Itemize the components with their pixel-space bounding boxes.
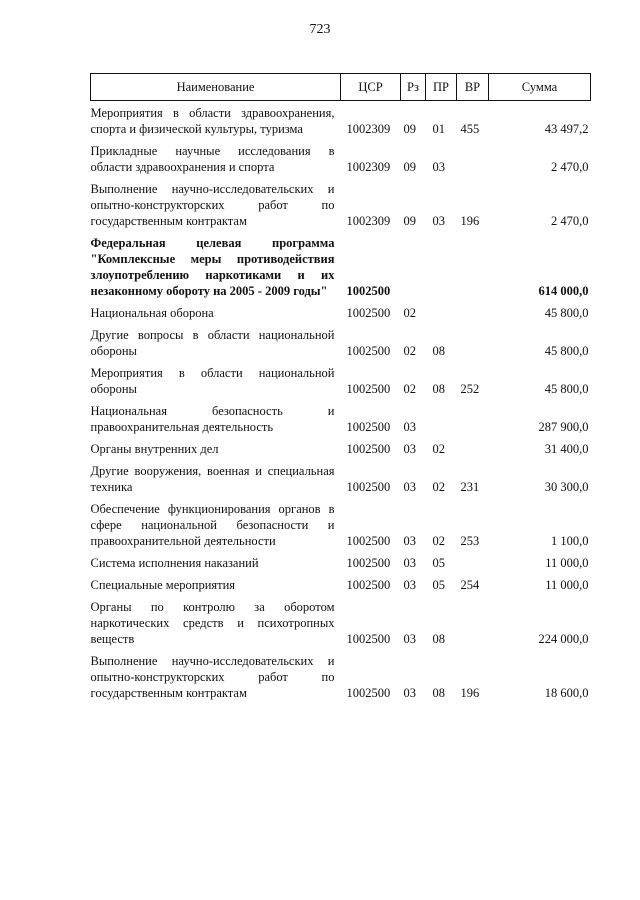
- cell-sum: 224 000,0: [538, 632, 589, 646]
- cell-pr: 08: [432, 686, 445, 700]
- cell-csr: 1002500: [346, 480, 391, 494]
- table-row: [91, 435, 591, 457]
- table-row: [91, 647, 591, 701]
- cell-vr: [457, 435, 489, 457]
- table-row: [91, 321, 591, 359]
- header-csr: ЦСР: [341, 74, 401, 101]
- table-row: [91, 495, 591, 549]
- cell-vr: 231: [460, 480, 480, 494]
- cell-vr: 455: [460, 122, 480, 136]
- table-row: [91, 229, 591, 299]
- cell-name: Система исполнения наказаний: [90, 556, 259, 570]
- cell-rz: 02: [403, 306, 416, 320]
- cell-csr: 1002500: [346, 284, 391, 298]
- cell-pr: 05: [432, 578, 445, 592]
- cell-pr: 08: [432, 382, 445, 396]
- cell-csr: 1002500: [346, 686, 391, 700]
- table-row: [91, 549, 591, 571]
- cell-rz: 03: [403, 442, 416, 456]
- cell-pr: 03: [432, 160, 445, 174]
- cell-sum: 11 000,0: [545, 578, 589, 592]
- cell-vr: [457, 593, 489, 647]
- cell-sum: 30 300,0: [544, 480, 589, 494]
- cell-rz: 03: [403, 420, 416, 434]
- cell-pr: [426, 397, 457, 435]
- cell-sum: 11 000,0: [545, 556, 589, 570]
- cell-rz: 09: [403, 160, 416, 174]
- cell-pr: [426, 299, 457, 321]
- cell-name: Другие вооружения, военная и специальная техника: [90, 464, 335, 494]
- cell-vr: 252: [460, 382, 480, 396]
- cell-sum: 18 600,0: [544, 686, 589, 700]
- cell-vr: 253: [460, 534, 480, 548]
- header-sum: Сумма: [489, 74, 591, 101]
- cell-name: Органы внутренних дел: [90, 442, 219, 456]
- table-row: [91, 175, 591, 229]
- table-row: [91, 593, 591, 647]
- header-name: Наименование: [91, 74, 341, 101]
- table-body: [91, 101, 591, 702]
- table-row: [91, 571, 591, 593]
- cell-csr: 1002309: [346, 122, 391, 136]
- cell-csr: 1002500: [346, 306, 391, 320]
- cell-pr: 01: [432, 122, 445, 136]
- table-row: [91, 457, 591, 495]
- cell-csr: 1002500: [346, 632, 391, 646]
- cell-rz: 03: [403, 556, 416, 570]
- cell-pr: 08: [432, 344, 445, 358]
- cell-vr: [457, 321, 489, 359]
- cell-sum: 614 000,0: [538, 284, 589, 298]
- cell-rz: 03: [403, 632, 416, 646]
- cell-csr: 1002500: [346, 442, 391, 456]
- cell-rz: 03: [403, 686, 416, 700]
- cell-csr: 1002500: [346, 534, 391, 548]
- cell-sum: 45 800,0: [544, 382, 589, 396]
- cell-csr: 1002500: [346, 382, 391, 396]
- cell-sum: 2 470,0: [551, 160, 589, 174]
- table-row: [91, 137, 591, 175]
- table-header-row: [91, 74, 591, 101]
- cell-csr: 1002500: [346, 420, 391, 434]
- cell-csr: 1002309: [346, 160, 391, 174]
- cell-name: Обеспечение функционирования органов в сфере национальной безопасности и правоохранительной деятельности: [90, 502, 335, 548]
- cell-pr: 02: [432, 480, 445, 494]
- table-row: [91, 359, 591, 397]
- table-row: [91, 101, 591, 138]
- cell-sum: 45 800,0: [544, 344, 589, 358]
- cell-sum: 1 100,0: [551, 534, 589, 548]
- cell-pr: 03: [432, 214, 445, 228]
- cell-rz: 03: [403, 578, 416, 592]
- header-pr: ПР: [426, 74, 457, 101]
- cell-name: Национальная оборона: [90, 306, 214, 320]
- cell-csr: 1002500: [346, 556, 391, 570]
- cell-rz: 02: [403, 344, 416, 358]
- cell-sum: 31 400,0: [544, 442, 589, 456]
- cell-rz: 02: [403, 382, 416, 396]
- cell-name: Выполнение научно-исследовательских и опытно-конструкторских работ по государственным контрактам: [90, 182, 335, 228]
- cell-csr: 1002500: [346, 578, 391, 592]
- cell-vr: 254: [460, 578, 480, 592]
- cell-vr: [457, 137, 489, 175]
- table-row: [91, 299, 591, 321]
- cell-csr: 1002309: [346, 214, 391, 228]
- cell-csr: 1002500: [346, 344, 391, 358]
- cell-pr: [426, 229, 457, 299]
- budget-table: [90, 73, 591, 701]
- cell-vr: 196: [460, 214, 480, 228]
- header-rz: Рз: [401, 74, 426, 101]
- cell-vr: [457, 299, 489, 321]
- cell-vr: [457, 549, 489, 571]
- cell-sum: 2 470,0: [551, 214, 589, 228]
- cell-pr: 02: [432, 534, 445, 548]
- cell-pr: 02: [432, 442, 445, 456]
- cell-name: Мероприятия в области национальной обороны: [90, 366, 335, 396]
- cell-vr: 196: [460, 686, 480, 700]
- cell-vr: [457, 397, 489, 435]
- cell-sum: 43 497,2: [544, 122, 589, 136]
- cell-rz: 03: [403, 534, 416, 548]
- cell-name: Специальные мероприятия: [90, 578, 236, 592]
- cell-sum: 287 900,0: [538, 420, 589, 434]
- cell-rz: 09: [403, 122, 416, 136]
- cell-name: Органы по контролю за оборотом наркотических средств и психотропных веществ: [90, 600, 335, 646]
- cell-name: Мероприятия в области здравоохранения, спорта и физической культуры, туризма: [90, 106, 335, 136]
- cell-pr: 05: [432, 556, 445, 570]
- cell-name: Другие вопросы в области национальной обороны: [90, 328, 335, 358]
- header-vr: ВР: [457, 74, 489, 101]
- cell-pr: 08: [432, 632, 445, 646]
- cell-sum: 45 800,0: [544, 306, 589, 320]
- cell-name: Выполнение научно-исследовательских и опытно-конструкторских работ по государственным контрактам: [90, 654, 335, 700]
- table-row: [91, 397, 591, 435]
- cell-name: Прикладные научные исследования в области здравоохранения и спорта: [90, 144, 335, 174]
- cell-rz: [401, 229, 426, 299]
- cell-name: Федеральная целевая программа "Комплексные меры противодействия злоупотреблению наркотиками и их незаконному обороту на 2005 - 2009 годы": [90, 236, 335, 298]
- cell-vr: [457, 229, 489, 299]
- cell-rz: 09: [403, 214, 416, 228]
- cell-rz: 03: [403, 480, 416, 494]
- cell-name: Национальная безопасность и правоохранительная деятельность: [90, 404, 335, 434]
- page-number: 723: [309, 22, 331, 37]
